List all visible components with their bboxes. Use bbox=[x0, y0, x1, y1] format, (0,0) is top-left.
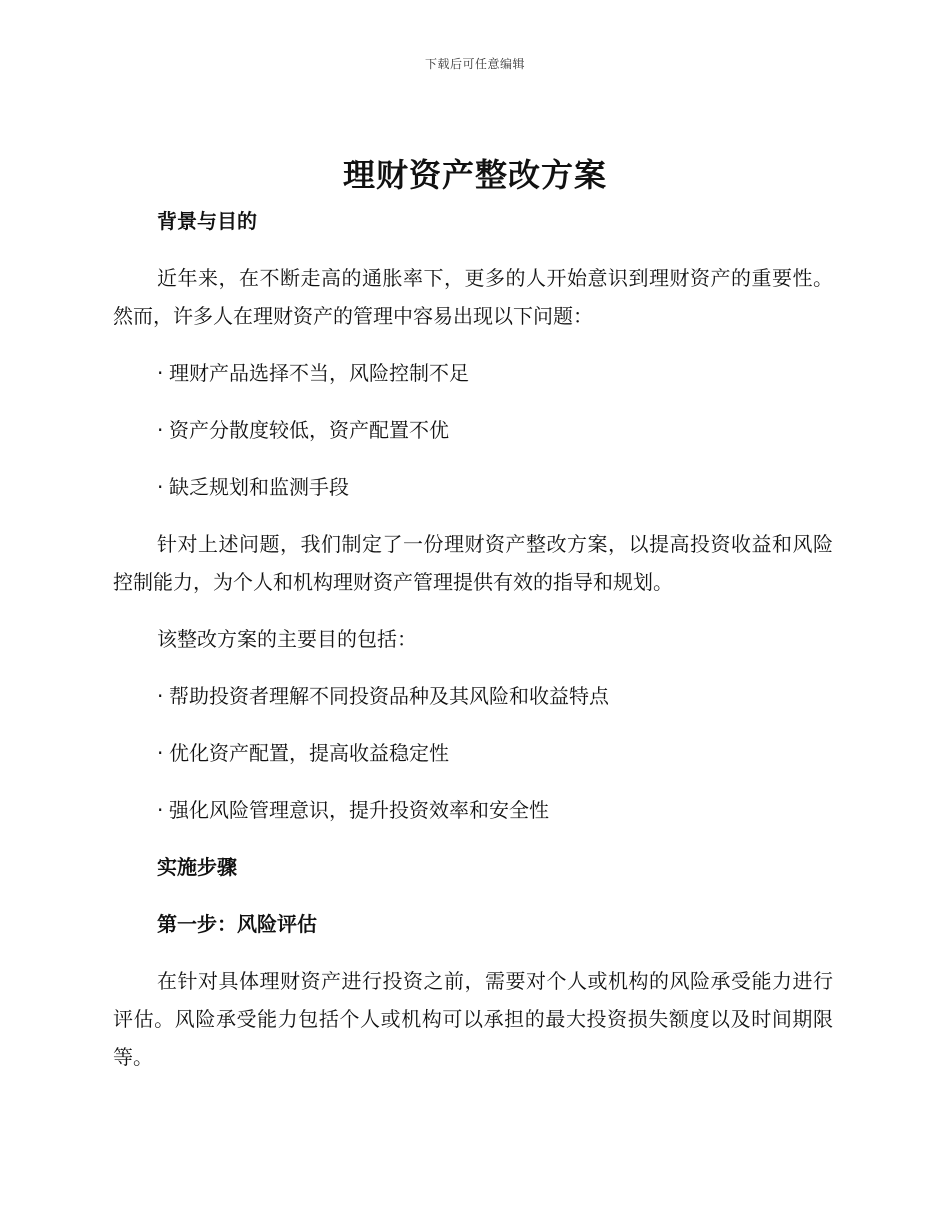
step-heading-1: 第一步：风险评估 bbox=[157, 912, 317, 936]
section-heading-background: 背景与目的 bbox=[157, 209, 257, 233]
paragraph-goals-intro: 该整改方案的主要目的包括： bbox=[157, 627, 417, 651]
list-item-text: 强化风险管理意识，提升投资效率和安全性 bbox=[169, 798, 549, 822]
list-item-goal-1 bbox=[113, 677, 833, 715]
list-item-problem-2 bbox=[113, 411, 833, 449]
list-item-goal-3 bbox=[113, 791, 833, 829]
list-item-text: 帮助投资者理解不同投资品种及其风险和收益特点 bbox=[169, 684, 609, 708]
header-note: 下载后可任意编辑 bbox=[424, 57, 525, 71]
list-item-goal-2 bbox=[113, 734, 833, 772]
list-item-problem-3 bbox=[113, 468, 833, 506]
paragraph-intro: 近年来，在不断走高的通胀率下，更多的人开始意识到理财资产的重要性。然而，许多人在理财资产的管理中容易出现以下问题： bbox=[113, 266, 833, 328]
bullet-dot: · bbox=[157, 798, 164, 822]
bullet-dot: · bbox=[157, 684, 164, 708]
document-body bbox=[113, 202, 833, 1095]
bullet-dot: · bbox=[157, 418, 164, 442]
paragraph-response: 针对上述问题，我们制定了一份理财资产整改方案，以提高投资收益和风险控制能力，为个人和机构理财资产管理提供有效的指导和规划。 bbox=[113, 532, 833, 594]
list-item-text: 资产分散度较低，资产配置不优 bbox=[169, 418, 449, 442]
section-heading-implementation: 实施步骤 bbox=[157, 855, 237, 879]
list-item-text: 优化资产配置，提高收益稳定性 bbox=[169, 741, 449, 765]
document-title: 理财资产整改方案 bbox=[342, 156, 607, 194]
list-item-text: 理财产品选择不当，风险控制不足 bbox=[169, 361, 469, 385]
bullet-dot: · bbox=[157, 361, 164, 385]
list-item-problem-1 bbox=[113, 354, 833, 392]
paragraph-step-1: 在针对具体理财资产进行投资之前，需要对个人或机构的风险承受能力进行评估。风险承受能力包括个人或机构可以承担的最大投资损失额度以及时间期限等。 bbox=[113, 969, 833, 1069]
bullet-dot: · bbox=[157, 475, 164, 499]
bullet-dot: · bbox=[157, 741, 164, 765]
list-item-text: 缺乏规划和监测手段 bbox=[169, 475, 349, 499]
